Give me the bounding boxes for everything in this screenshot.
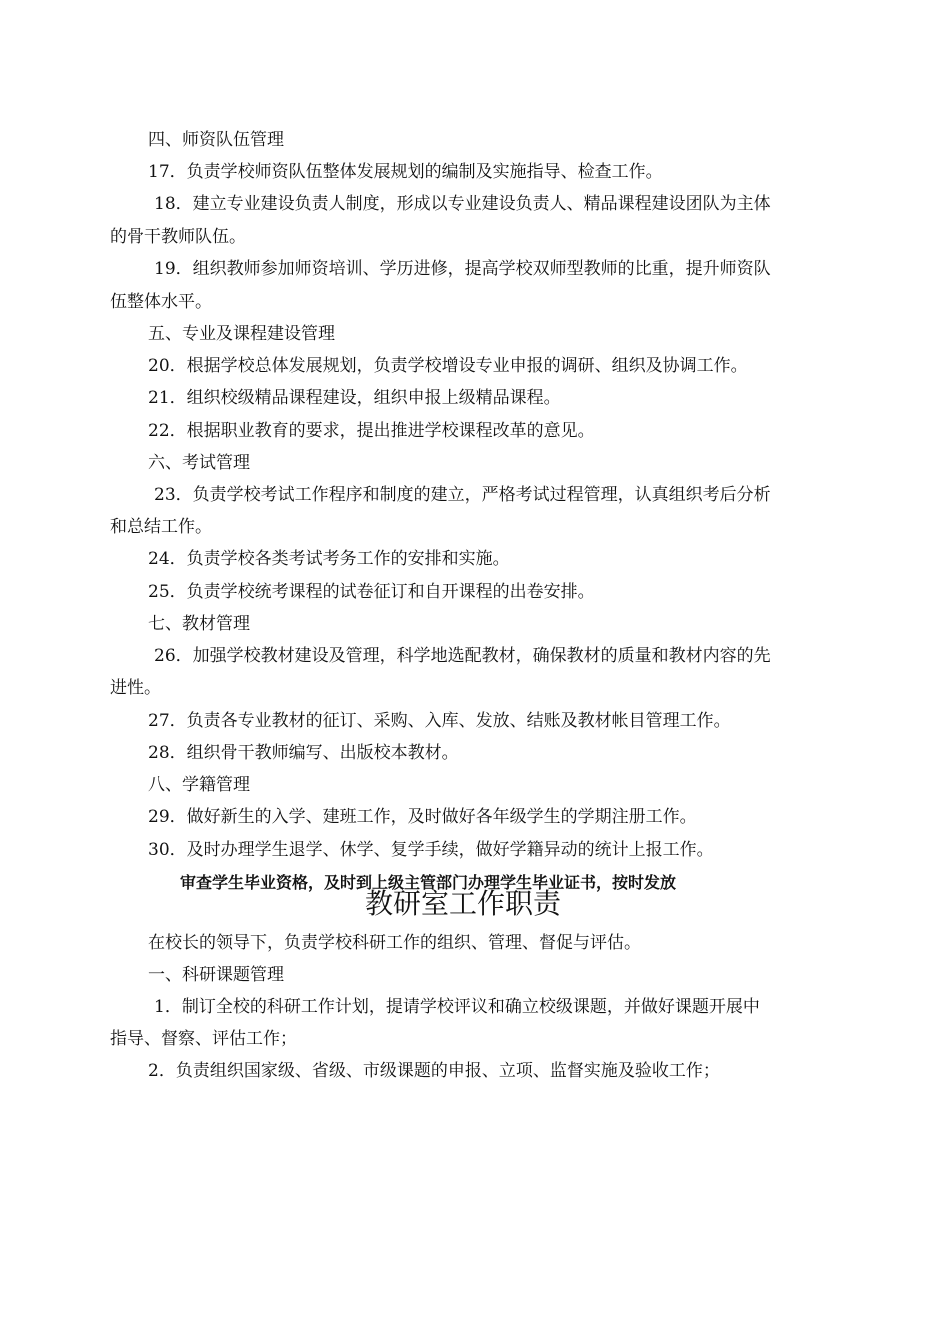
item-22: 22．根据职业教育的要求，提出推进学校课程改革的意见。: [148, 421, 595, 441]
item-21: 21．组织校级精品课程建设，组织申报上级精品课程。: [148, 388, 561, 408]
item-26-line-1: 26．加强学校教材建设及管理，科学地选配教材，确保教材的质量和教材内容的先: [154, 646, 771, 666]
item-17: 17．负责学校师资队伍整体发展规划的编制及实施指导、检查工作。: [148, 162, 663, 182]
item-28: 28．组织骨干教师编写、出版校本教材。: [148, 743, 459, 763]
research-item-2: 2．负责组织国家级、省级、市级课题的申报、立项、监督实施及验收工作；: [148, 1061, 720, 1081]
section-heading-7: 七、教材管理: [148, 614, 250, 634]
item-18-line-2: 的骨干教师队伍。: [110, 227, 246, 247]
overlapping-text-fragment: 审查学生毕业资格，及时到上级主管部门办理学生毕业证书，按时发放: [180, 873, 677, 892]
item-19-line-1: 19．组织教师参加师资培训、学历进修，提高学校双师型教师的比重，提升师资队: [154, 259, 771, 279]
item-27: 27．负责各专业教材的征订、采购、入库、发放、结账及教材帐目管理工作。: [148, 711, 731, 731]
item-19-line-2: 伍整体水平。: [110, 292, 212, 312]
item-25: 25．负责学校统考课程的试卷征订和自开课程的出卷安排。: [148, 582, 595, 602]
section-heading-4: 四、师资队伍管理: [148, 130, 284, 150]
item-24: 24．负责学校各类考试考务工作的安排和实施。: [148, 549, 510, 569]
item-26-line-2: 进性。: [110, 678, 161, 698]
page-title: 教研室工作职责: [365, 887, 562, 920]
item-23-line-1: 23．负责学校考试工作程序和制度的建立，严格考试过程管理，认真组织考后分析: [154, 485, 771, 505]
item-23-line-2: 和总结工作。: [110, 517, 212, 537]
research-heading: 一、科研课题管理: [148, 965, 284, 985]
section-heading-6: 六、考试管理: [148, 453, 250, 473]
item-20: 20．根据学校总体发展规划，负责学校增设专业申报的调研、组织及协调工作。: [148, 356, 748, 376]
research-item-1-line-1: 1．制订全校的科研工作计划，提请学校评议和确立校级课题，并做好课题开展中: [154, 997, 760, 1017]
item-18-line-1: 18．建立专业建设负责人制度，形成以专业建设负责人、精品课程建设团队为主体: [154, 194, 771, 214]
research-item-1-line-2: 指导、督察、评估工作；: [110, 1029, 297, 1049]
section-heading-5: 五、专业及课程建设管理: [148, 324, 335, 344]
intro-paragraph: 在校长的领导下，负责学校科研工作的组织、管理、督促与评估。: [148, 933, 641, 953]
item-30: 30．及时办理学生退学、休学、复学手续，做好学籍异动的统计上报工作。: [148, 840, 714, 860]
item-29: 29．做好新生的入学、建班工作，及时做好各年级学生的学期注册工作。: [148, 807, 697, 827]
section-heading-8: 八、学籍管理: [148, 775, 250, 795]
